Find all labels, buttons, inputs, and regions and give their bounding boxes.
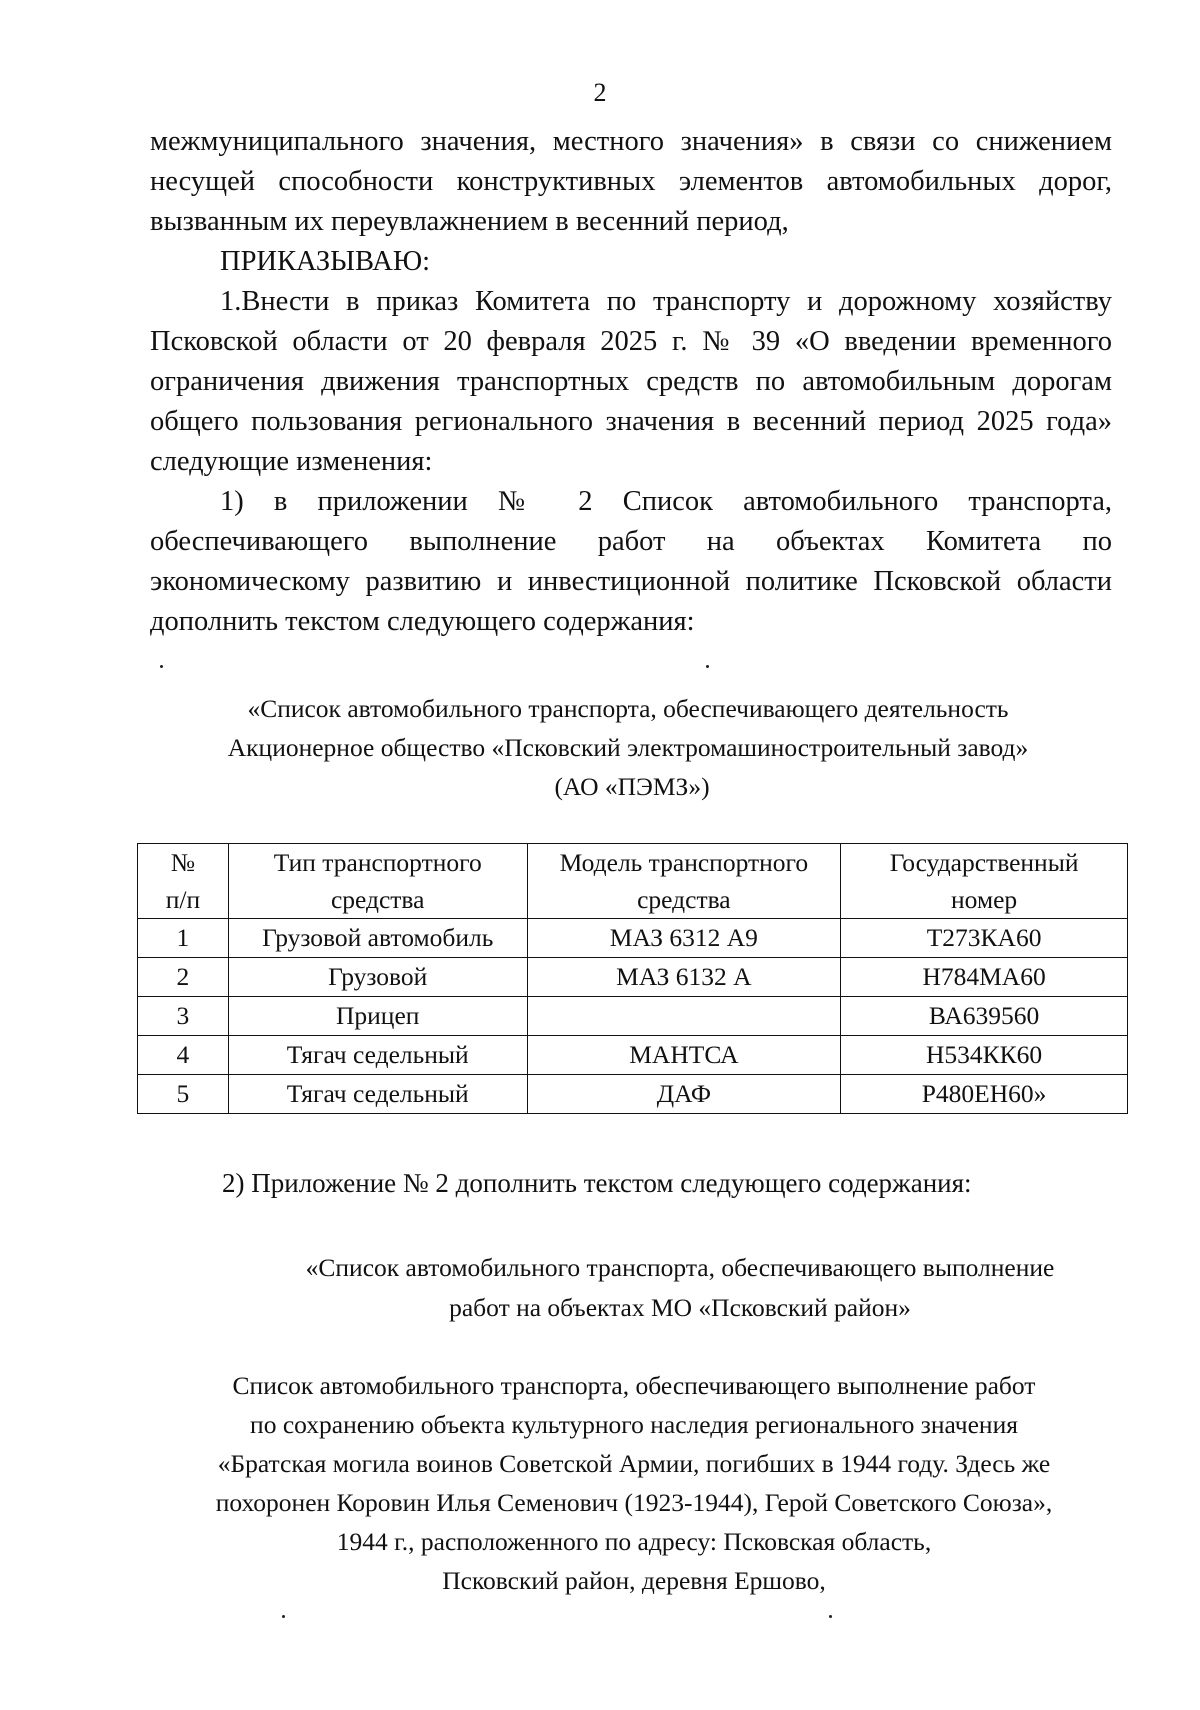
header-registration-number: Государственный номер xyxy=(841,844,1128,919)
cell-plate: ВА639560 xyxy=(841,997,1128,1036)
page-number: 2 xyxy=(593,78,607,107)
cell-number: 1 xyxy=(138,919,229,958)
list2-title-line-1: «Список автомобильного транспорта, обеспечивающего выполнение xyxy=(305,1253,1055,1282)
header-number: № п/п xyxy=(138,844,229,919)
list3-line-3: «Братская могила воинов Советской Армии, погибших в 1944 году. Здесь же xyxy=(217,1449,1051,1478)
intro-line-1: межмуниципального значения, местного значения» в связи со снижением xyxy=(150,126,1112,157)
order-word: ПРИКАЗЫВАЮ: xyxy=(220,246,431,277)
list3-line-4: похоронен Коровин Илья Семенович (1923-1944), Герой Советского Союза», xyxy=(215,1488,1053,1517)
scan-dot xyxy=(829,1615,832,1618)
table-row xyxy=(138,958,1128,997)
table-header-row xyxy=(138,844,1128,919)
sub-item-1-paragraph: 1) в приложении № 2 Список автомобильного транспорта, обеспечивающего выполнение работ на объектах Комитета по экономическому развитию и инвестиционной политике Псковской области дополнить текстом следующего содержания: xyxy=(150,486,1112,637)
list3-line-6: Псковский район, деревня Ершово, xyxy=(442,1566,826,1595)
cell-plate: Р480ЕН60» xyxy=(841,1075,1128,1114)
cell-plate: Т273КА60 xyxy=(841,919,1128,958)
list-title-line-3: (АО «ПЭМЗ») xyxy=(554,772,710,801)
cell-type: Тягач седельный xyxy=(228,1075,527,1114)
cell-type: Грузовой xyxy=(228,958,527,997)
cell-number: 5 xyxy=(138,1075,229,1114)
scan-dot xyxy=(160,665,163,668)
cell-type: Грузовой автомобиль xyxy=(228,919,527,958)
cell-type: Тягач седельный xyxy=(228,1036,527,1075)
item-1-paragraph: 1.Внести в приказ Комитета по транспорту и дорожному хозяйству Псковской области от 20 февраля 2025 г. № 39 «О введении временного ограничения движения транспортных средств по автомобильным дорогам общего пользования регионального значения в весенний период 2025 года» следующие изменения: xyxy=(150,286,1112,477)
cell-model: МАЗ 6132 А xyxy=(527,958,841,997)
header-vehicle-type: Тип транспортного средства xyxy=(228,844,527,919)
sub-item-2-line: 2) Приложение № 2 дополнить текстом следующего содержания: xyxy=(222,1168,972,1198)
scan-dot xyxy=(282,1615,285,1618)
table-row xyxy=(138,1075,1128,1114)
scan-dot xyxy=(706,665,709,668)
table-row xyxy=(138,919,1128,958)
intro-line-2: несущей способности конструктивных элементов автомобильных дорог, xyxy=(150,166,1112,197)
table-row xyxy=(138,1036,1128,1075)
list-title-line-2: Акционерное общество «Псковский электромашиностроительный завод» xyxy=(227,733,1029,762)
cell-number: 2 xyxy=(138,958,229,997)
cell-plate: Н534КК60 xyxy=(841,1036,1128,1075)
cell-model: МАЗ 6312 А9 xyxy=(527,919,841,958)
header-vehicle-model: Модель транспортного средства xyxy=(527,844,841,919)
table-row xyxy=(138,997,1128,1036)
list2-title-line-2: работ на объектах МО «Псковский район» xyxy=(449,1293,911,1322)
cell-model: МАНТСА xyxy=(527,1036,841,1075)
list-title-line-1: «Список автомобильного транспорта, обеспечивающего деятельность xyxy=(247,694,1009,723)
cell-number: 3 xyxy=(138,997,229,1036)
list3-line-5: 1944 г., расположенного по адресу: Псковская область, xyxy=(336,1527,932,1556)
list3-line-1: Список автомобильного транспорта, обеспечивающего выполнение работ xyxy=(232,1371,1036,1400)
cell-model xyxy=(527,997,841,1036)
list3-line-2: по сохранению объекта культурного наследия регионального значения xyxy=(250,1410,1018,1439)
intro-line-3: вызванным их переувлажнением в весенний период, xyxy=(150,206,789,237)
vehicle-table xyxy=(137,843,1128,1114)
cell-type: Прицеп xyxy=(228,997,527,1036)
cell-number: 4 xyxy=(138,1036,229,1075)
cell-plate: Н784МА60 xyxy=(841,958,1128,997)
cell-model: ДАФ xyxy=(527,1075,841,1114)
